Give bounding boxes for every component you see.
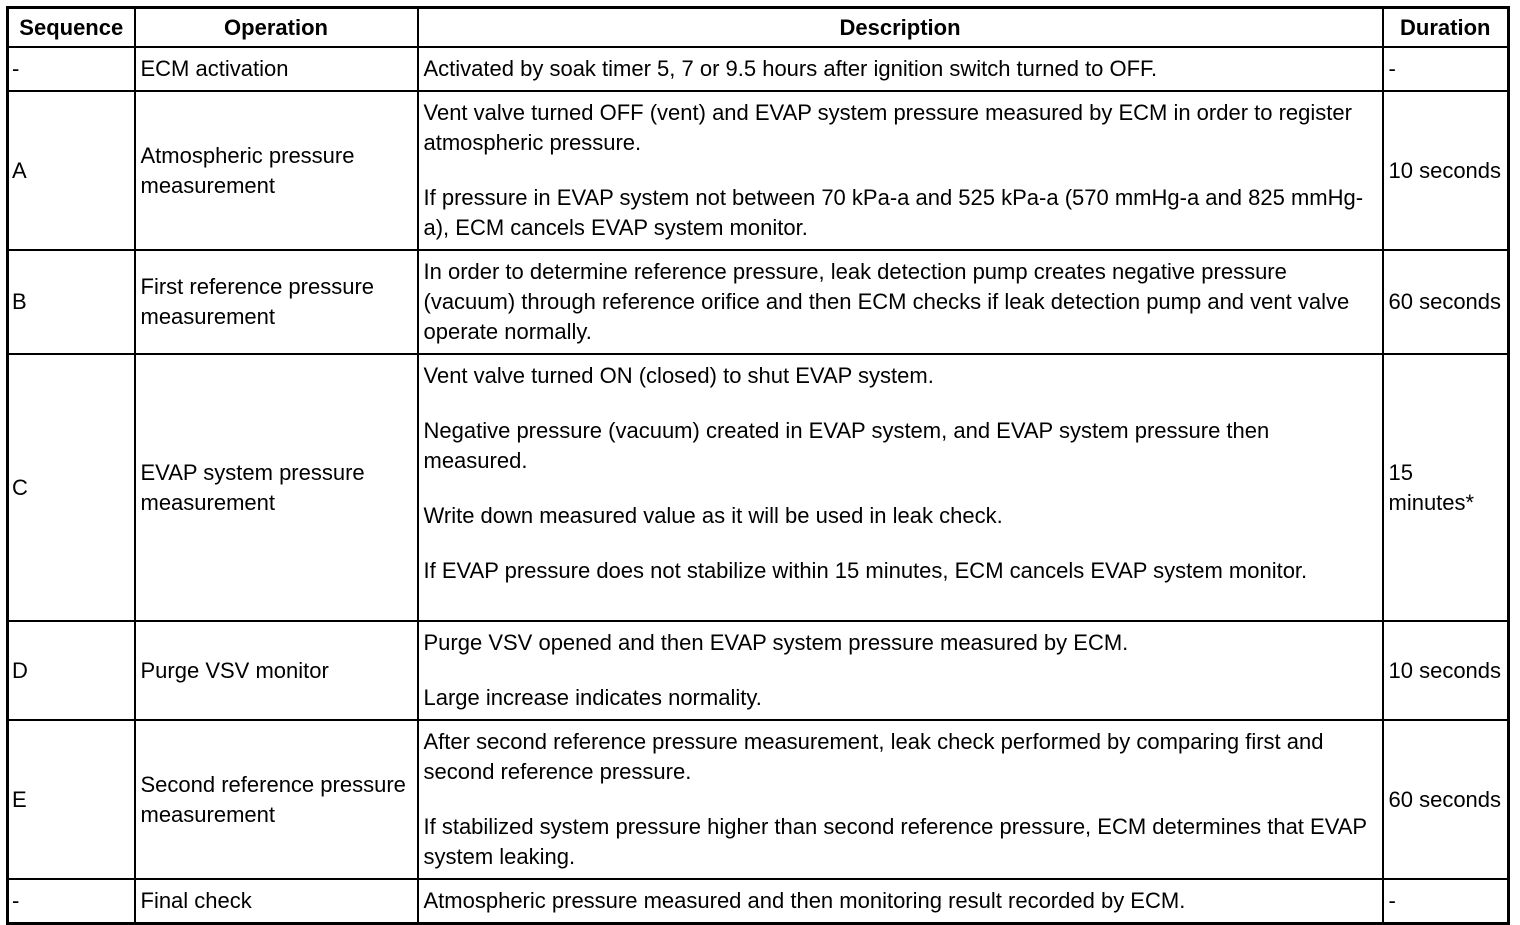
table-row [8,621,1509,720]
sequence-cell: - [8,47,135,91]
duration-cell: - [1383,879,1509,924]
evap-monitor-sequence-table [6,6,1510,925]
description-cell [418,879,1383,924]
description-paragraph: Write down measured value as it will be used in leak check. [423,503,1003,528]
description-cell [418,621,1383,720]
operation-cell: EVAP system pressure measurement [135,354,418,621]
duration-cell: 10 seconds [1383,621,1509,720]
description-cell [418,47,1383,91]
operation-cell: Atmospheric pressure measurement [135,91,418,250]
duration-cell: - [1383,47,1509,91]
operation-cell: First reference pressure measurement [135,250,418,354]
description-paragraph: Purge VSV opened and then EVAP system pressure measured by ECM. [423,630,1129,655]
description-paragraph: Activated by soak timer 5, 7 or 9.5 hours after ignition switch turned to OFF. [423,56,1158,81]
duration-cell: 10 seconds [1383,91,1509,250]
table-row [8,354,1509,621]
sequence-cell: B [8,250,135,354]
header-row [8,8,1509,48]
header-description: Description [418,8,1383,48]
table-row [8,91,1509,250]
table-body [8,47,1509,924]
description-paragraph: In order to determine reference pressure, leak detection pump creates negative pressure (vacuum) through reference orifice and then ECM checks if leak detection pump and vent valve operate normally. [423,259,1350,344]
operation-cell: ECM activation [135,47,418,91]
description-paragraph: Negative pressure (vacuum) created in EVAP system, and EVAP system pressure then measured. [423,418,1270,473]
table-row [8,720,1509,879]
header-duration: Duration [1383,8,1509,48]
description-paragraph: Large increase indicates normality. [423,685,762,710]
description-paragraph: If stabilized system pressure higher than second reference pressure, ECM determines that EVAP system leaking. [423,814,1367,869]
sequence-cell: E [8,720,135,879]
description-paragraph: If EVAP pressure does not stabilize within 15 minutes, ECM cancels EVAP system monitor. [423,558,1308,583]
description-cell [418,250,1383,354]
sequence-cell: - [8,879,135,924]
description-paragraph: After second reference pressure measurement, leak check performed by comparing first and second reference pressure. [423,729,1324,784]
table-header [8,8,1509,48]
table-row [8,47,1509,91]
duration-cell: 60 seconds [1383,720,1509,879]
table-row [8,879,1509,924]
description-cell [418,91,1383,250]
table-row [8,250,1509,354]
operation-cell: Purge VSV monitor [135,621,418,720]
description-cell [418,720,1383,879]
description-cell [418,354,1383,621]
header-operation: Operation [135,8,418,48]
description-paragraph: Atmospheric pressure measured and then monitoring result recorded by ECM. [423,888,1186,913]
header-sequence: Sequence [8,8,135,48]
description-paragraph: Vent valve turned ON (closed) to shut EVAP system. [423,363,934,388]
operation-cell: Final check [135,879,418,924]
sequence-cell: A [8,91,135,250]
sequence-cell: C [8,354,135,621]
description-paragraph: If pressure in EVAP system not between 70 kPa-a and 525 kPa-a (570 mmHg-a and 825 mmHg-a), ECM cancels EVAP system monitor. [423,185,1364,240]
duration-cell: 60 seconds [1383,250,1509,354]
operation-cell: Second reference pressure measurement [135,720,418,879]
duration-cell: 15 minutes* [1383,354,1509,621]
sequence-cell: D [8,621,135,720]
description-paragraph: Vent valve turned OFF (vent) and EVAP system pressure measured by ECM in order to register atmospheric pressure. [423,100,1352,155]
